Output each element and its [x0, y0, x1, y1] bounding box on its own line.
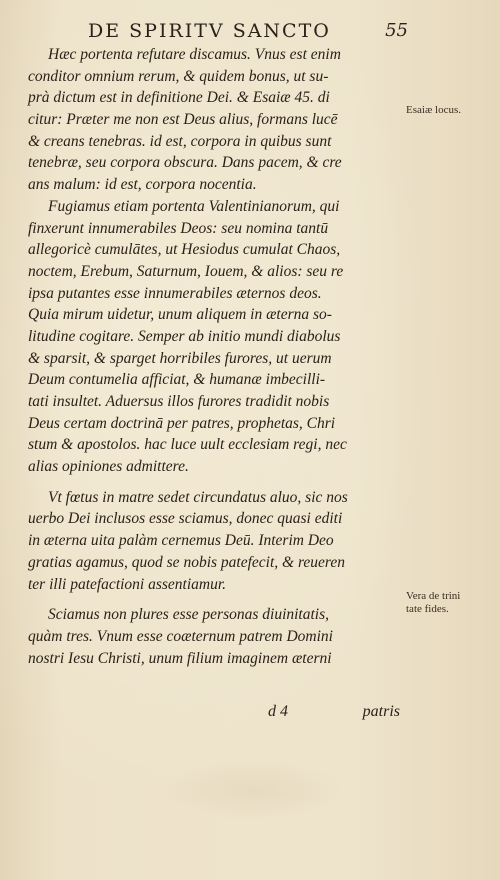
text-line: & creans tenebras. id est, corpora in quibus sunt: [28, 132, 332, 150]
text-line: ter illi patefactioni assentiamur.: [28, 575, 227, 593]
margin-note-text: Vera de trini: [406, 590, 461, 602]
page-header: [88, 20, 408, 44]
main-text-block: [28, 44, 402, 669]
page-footer: [268, 703, 400, 725]
text-line: gratias agamus, quod se nobis patefecit, & reueren: [28, 553, 346, 571]
margin-note-trinity: [406, 590, 496, 616]
margin-note-esaiae: [406, 104, 496, 117]
paragraph-gap: [28, 478, 402, 487]
text-line: alias opiniones admittere.: [28, 458, 189, 476]
text-line: Sciamus non plures esse personas diuinitatis,: [48, 606, 330, 624]
text-line: finxerunt innumerabiles Deos: seu nomina tantū: [28, 219, 329, 237]
text-line: Hæc portenta refutare discamus. Vnus est enim: [48, 46, 341, 63]
margin-note-text: Esaiæ locus.: [406, 104, 461, 116]
paragraph-gap: [28, 595, 402, 604]
text-line: in æterna uita palàm cernemus Deū. Interim Deo: [28, 532, 334, 550]
text-line: stum & apostolos. hac luce uult ecclesiam regi, nec: [28, 436, 347, 454]
page-number: 55: [385, 20, 408, 41]
running-head: DE SPIRITV SANCTO: [88, 20, 331, 42]
text-line: ipsa putantes esse innumerabiles æternos deos.: [28, 284, 322, 302]
signature-mark: d 4: [268, 703, 288, 720]
text-line: Deus certam doctrinā per patres, prophetas, Chri: [28, 414, 336, 432]
catchword: patris: [362, 703, 400, 720]
text-line: tenebræ, seu corpora obscura. Dans pacem, & cre: [28, 154, 342, 172]
text-line: citur: Præter me non est Deus alius, formans lucē: [28, 111, 338, 129]
text-line: conditor omnium rerum, & quidem bonus, ut su-: [28, 67, 329, 85]
paper-stain: [160, 760, 350, 820]
text-line: Vt fœtus in matre sedet circundatus aluo, sic nos: [48, 488, 348, 506]
text-line: prà dictum est in definitione Dei. & Esaiæ 45. di: [28, 89, 330, 107]
margin-note-text: tate fides.: [406, 603, 449, 615]
text-line: litudine cogitare. Semper ab initio mundi diabolus: [28, 327, 341, 345]
text-line: allegoricè cumulātes, ut Hesiodus cumulat Chaos,: [28, 241, 341, 259]
text-line: & sparsit, & sparget horribiles furores, ut uerum: [28, 349, 332, 367]
text-line: uerbo Dei inclusos esse sciamus, donec quasi editi: [28, 510, 343, 528]
text-line: nostri Iesu Christi, unum filium imaginem æterni: [28, 649, 332, 667]
text-line: Quia mirum uidetur, unum aliquem in æterna so-: [28, 306, 332, 324]
text-line: tati insultet. Aduersus illos furores tradidit nobis: [28, 393, 330, 410]
text-line: ans malum: id est, corpora nocentia.: [28, 176, 257, 194]
text-line: quàm tres. Vnum esse coæternum patrem Domini: [28, 627, 333, 645]
text-line: Fugiamus etiam portenta Valentinianorum, qui: [48, 197, 340, 215]
text-line: noctem, Erebum, Saturnum, Iouem, & alios: seu re: [28, 262, 344, 280]
text-line: Deum contumelia afficiat, & humanæ imbecilli-: [28, 371, 326, 389]
